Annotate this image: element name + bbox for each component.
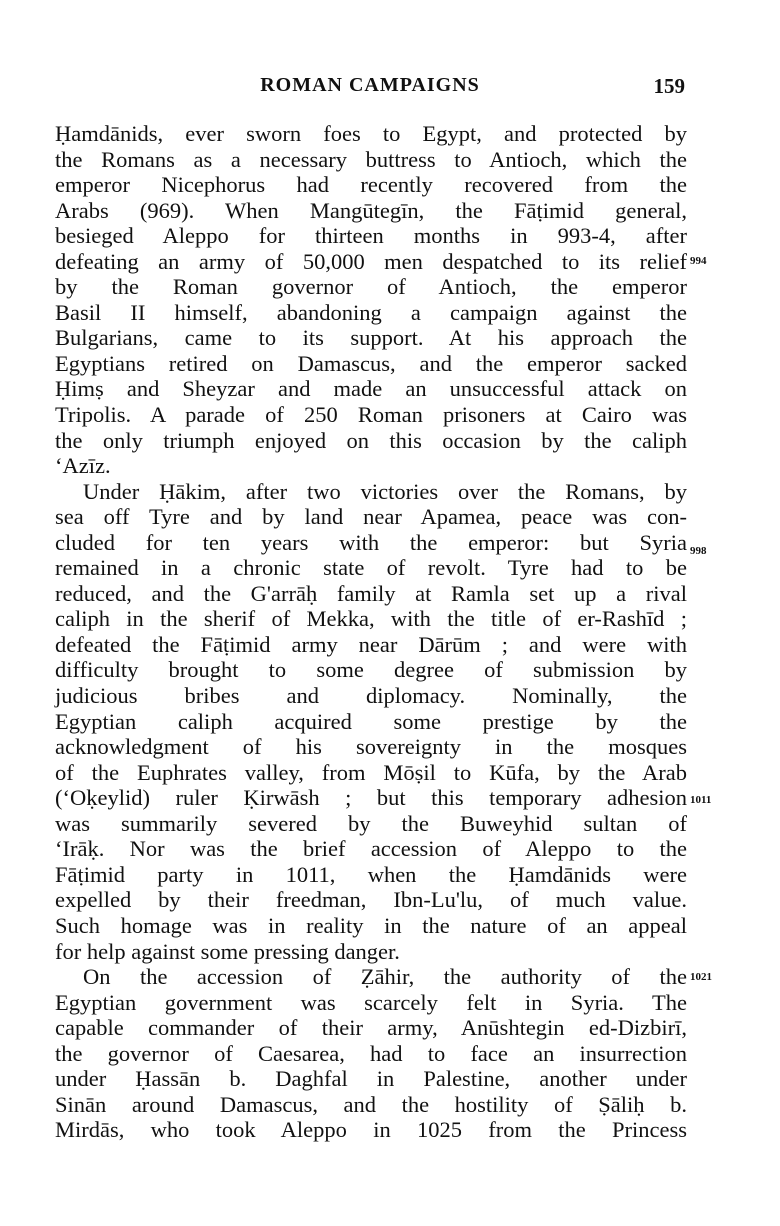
text-line: for help against some pressing danger. [55, 938, 400, 964]
body-text [55, 121, 687, 1143]
text-line: Arabs (969). When Mangūtegīn, the Fāṭimid general, [55, 197, 687, 223]
text-line: Ḥamdānids, ever sworn foes to Egypt, and protected by [55, 121, 687, 146]
running-title: ROMAN CAMPAIGNS [260, 74, 480, 96]
text-line: judicious bribes and diplomacy. Nominally, the [55, 683, 687, 709]
text-line: remained in a chronic state of revolt. Tyre had to be [55, 555, 687, 581]
text-line: by the Roman governor of Antioch, the emperor [55, 274, 687, 300]
page-number: 159 [653, 74, 685, 98]
text-line: the Romans as a necessary buttress to Antioch, which the [55, 146, 687, 172]
text-line: of the Euphrates valley, from Mōṣil to Kūfa, by the Arab [55, 759, 687, 785]
text-line: the only triumph enjoyed on this occasion by the caliph [55, 427, 687, 453]
text-line: besieged Aleppo for thirteen months in 993-4, after [55, 223, 687, 249]
text-line: reduced, and the G'arrāḥ family at Ramla set up a rival [55, 580, 687, 606]
text-line: sea off Tyre and by land near Apamea, peace was con- [55, 504, 687, 530]
text-line: Such homage was in reality in the nature of an appeal [55, 912, 687, 938]
text-line: Sinān around Damascus, and the hostility of Ṣāliḥ b. [55, 1091, 687, 1117]
text-line: Under Ḥākim, after two victories over the Romans, by [83, 478, 687, 504]
text-line: Ḥimṣ and Sheyzar and made an unsuccessful attack on [55, 376, 687, 402]
text-line: defeating an army of 50,000 men despatched to its relief [55, 248, 687, 274]
text-line: cluded for ten years with the emperor: but Syria [55, 529, 687, 555]
text-line: Tripolis. A parade of 250 Roman prisoners at Cairo was [55, 402, 687, 428]
text-line: was summarily severed by the Buweyhid sultan of [55, 810, 687, 836]
text-line: emperor Nicephorus had recently recovered from the [55, 172, 687, 198]
margin-date-994: 994 [690, 255, 707, 267]
text-line: Basil II himself, abandoning a campaign against the [55, 299, 687, 325]
text-line: expelled by their freedman, Ibn-Lu'lu, of much value. [55, 887, 687, 913]
text-line: difficulty brought to some degree of submission by [55, 657, 687, 683]
text-line: the governor of Caesarea, had to face an insurrection [55, 1040, 687, 1066]
text-line: ʻIrāḳ. Nor was the brief accession of Aleppo to the [55, 836, 687, 862]
text-line: On the accession of Ẓāhir, the authority of the [83, 964, 687, 990]
text-line: Egyptians retired on Damascus, and the emperor sacked [55, 350, 687, 376]
text-line: (ʻOḳeylid) ruler Ḳirwāsh ; but this temporary adhesion [55, 785, 687, 811]
text-line: Egyptian government was scarcely felt in Syria. The [55, 989, 687, 1015]
text-line: Bulgarians, came to its support. At his approach the [55, 325, 687, 351]
text-line: capable commander of their army, Anūshtegin ed-Dizbirī, [55, 1015, 687, 1041]
margin-date-1011: 1011 [690, 794, 712, 806]
text-line: Fāṭimid party in 1011, when the Ḥamdānids were [55, 861, 687, 887]
text-line: ʻAzīz. [55, 453, 111, 479]
text-line: acknowledgment of his sovereignty in the mosques [55, 734, 687, 760]
page-header [55, 74, 685, 104]
margin-date-1021: 1021 [690, 971, 712, 983]
margin-date-998: 998 [690, 545, 707, 557]
text-line: Mirdās, who took Aleppo in 1025 from the Princess [55, 1117, 687, 1143]
text-line: defeated the Fāṭimid army near Dārūm ; and were with [55, 631, 687, 657]
text-line: Egyptian caliph acquired some prestige by the [55, 708, 687, 734]
text-line: caliph in the sherif of Mekka, with the title of er-Rashīd ; [55, 606, 687, 632]
text-line: under Ḥassān b. Daghfal in Palestine, another under [55, 1066, 687, 1092]
